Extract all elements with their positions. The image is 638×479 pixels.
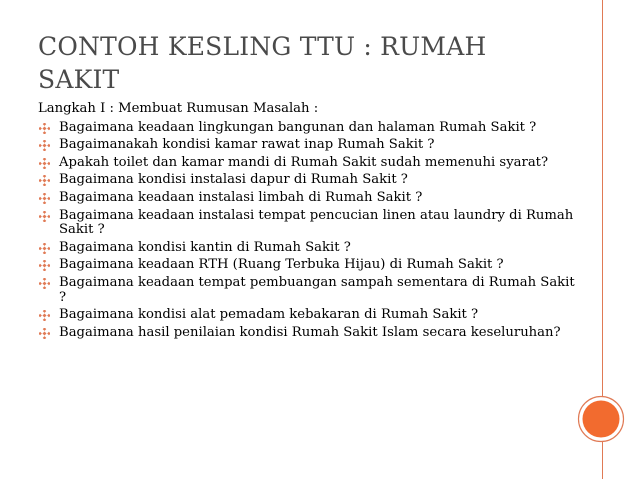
list-item-text: Apakah toilet dan kamar mandi di Rumah Sakit sudah memenuhi syarat?: [59, 154, 549, 170]
list-item: [38, 241, 578, 256]
list-item-text: Bagaimana keadaan RTH (Ruang Terbuka Hijau) di Rumah Sakit ?: [59, 257, 504, 273]
slide-body: [38, 102, 578, 343]
list-item-text: Bagaimana hasil penilaian kondisi Rumah Sakit Islam secara keseluruhan?: [59, 324, 561, 340]
diamond-bullet-icon: [39, 123, 50, 134]
diamond-bullet-icon: [39, 328, 50, 339]
list-item-text: Bagaimana keadaan instalasi limbah di Rumah Sakit ?: [59, 189, 423, 205]
list-item-text: Bagaimana kondisi instalasi dapur di Rumah Sakit ?: [59, 172, 408, 188]
diamond-bullet-icon: [39, 175, 50, 186]
diamond-bullet-icon: [39, 310, 50, 321]
step-heading: Langkah I : Membuat Rumusan Masalah :: [38, 101, 319, 116]
list-item-text: Bagaimana kondisi kantin di Rumah Sakit ?: [59, 239, 351, 255]
decorative-circles-icon: [577, 395, 625, 443]
list-item: [38, 308, 578, 323]
list-item: [38, 138, 578, 153]
list-item-text: Bagaimana keadaan tempat pembuangan sampah sementara di Rumah Sakit ?: [59, 274, 575, 305]
list-item: [38, 258, 578, 273]
slide-title: CONTOH KESLING TTU : RUMAH SAKIT: [38, 32, 487, 94]
list-item: [38, 276, 578, 305]
list-item-text: Bagaimana kondisi alat pemadam kebakaran di Rumah Sakit ?: [59, 307, 479, 323]
list-item: [38, 209, 578, 238]
list-item-text: Bagaimanakah kondisi kamar rawat inap Rumah Sakit ?: [59, 137, 435, 153]
diamond-bullet-icon: [39, 243, 50, 254]
list-item: [38, 326, 578, 341]
list-item-text: Bagaimana keadaan instalasi tempat pencucian linen atau laundry di Rumah Sakit ?: [59, 207, 574, 238]
list-item: [38, 191, 578, 206]
diamond-bullet-icon: [39, 211, 50, 222]
diamond-bullet-icon: [39, 260, 50, 271]
list-item: [38, 173, 578, 188]
list-item-text: Bagaimana keadaan lingkungan bangunan dan halaman Rumah Sakit ?: [59, 119, 537, 135]
diamond-bullet-icon: [39, 193, 50, 204]
list-item: [38, 156, 578, 171]
diamond-bullet-icon: [39, 140, 50, 151]
list-item: [38, 121, 578, 136]
diamond-bullet-icon: [39, 158, 50, 169]
question-list: [38, 121, 578, 341]
diamond-bullet-icon: [39, 278, 50, 289]
